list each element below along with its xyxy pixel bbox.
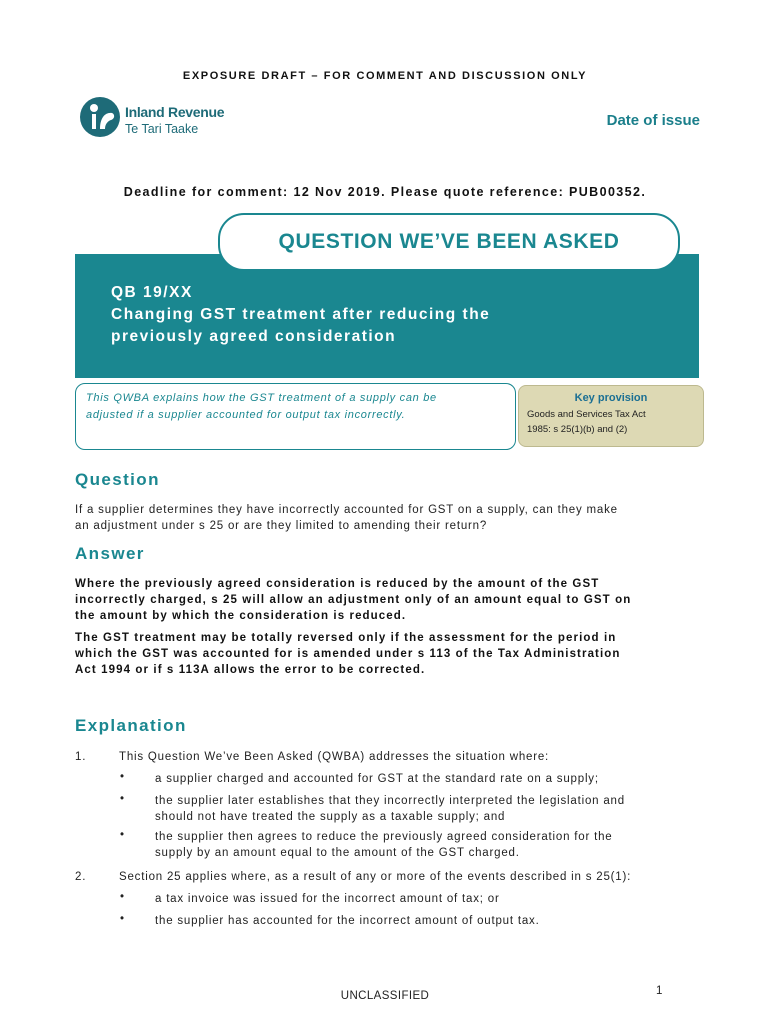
date-of-issue: Date of issue bbox=[606, 112, 700, 129]
key-provision-line2: 1985: s 25(1)(b) and (2) bbox=[527, 424, 628, 435]
page-number: 1 bbox=[656, 985, 663, 997]
answer-paragraph-1 bbox=[75, 576, 695, 624]
item-2-bullet-2: the supplier has accounted for the incorrect amount of output tax. bbox=[155, 915, 540, 927]
inland-revenue-logo bbox=[79, 96, 239, 142]
bullet-1-1: • bbox=[120, 771, 125, 783]
qb-subtitle-line1: Changing GST treatment after reducing the bbox=[111, 306, 491, 323]
item-1-bullet-3-line1: the supplier then agrees to reduce the previously agreed consideration for the bbox=[155, 831, 613, 843]
answer-p2-line1: The GST treatment may be totally reversed only if the assessment for the period in bbox=[75, 632, 617, 644]
question-line2: an adjustment under s 25 or are they limited to amending their return? bbox=[75, 520, 488, 532]
item-2-number: 2. bbox=[75, 871, 87, 883]
bullet-1-2: • bbox=[120, 793, 125, 805]
logo-title: Inland Revenue bbox=[125, 104, 225, 120]
classification-footer: UNCLASSIFIED bbox=[340, 990, 430, 1002]
item-2-bullet-1: a tax invoice was issued for the incorrect amount of tax; or bbox=[155, 893, 500, 905]
bullet-2-1: • bbox=[120, 891, 125, 903]
item-1-bullet-1: a supplier charged and accounted for GST at the standard rate on a supply; bbox=[155, 773, 599, 785]
question-heading: Question bbox=[75, 470, 160, 489]
logo-subtitle: Te Tari Taake bbox=[125, 122, 199, 136]
answer-p2-line2: which the GST was accounted for is amended under s 113 of the Tax Administration bbox=[75, 648, 621, 660]
answer-paragraph-2 bbox=[75, 630, 695, 678]
explanation-heading: Explanation bbox=[75, 716, 187, 735]
item-1-text: This Question We’ve Been Asked (QWBA) addresses the situation where: bbox=[119, 751, 550, 763]
key-provision-box bbox=[518, 385, 704, 447]
banner-qb-block bbox=[111, 282, 490, 348]
item-1-bullet-3-line2: supply by an amount equal to the amount of the GST charged. bbox=[155, 847, 520, 859]
answer-heading: Answer bbox=[75, 544, 145, 563]
item-1-bullet-2 bbox=[155, 793, 625, 825]
item-1-number: 1. bbox=[75, 751, 87, 763]
key-provision-line1: Goods and Services Tax Act bbox=[527, 409, 646, 420]
banner-title: QUESTION WE’VE BEEN ASKED bbox=[278, 230, 620, 253]
summary-line2: adjusted if a supplier accounted for output tax incorrectly. bbox=[86, 409, 406, 421]
qb-number: QB 19/XX bbox=[111, 284, 193, 301]
answer-p1-line1: Where the previously agreed consideration is reduced by the amount of the GST bbox=[75, 578, 600, 590]
question-line1: If a supplier determines they have incorrectly accounted for GST on a supply, can they make bbox=[75, 504, 618, 516]
item-1-bullet-3 bbox=[155, 829, 612, 861]
answer-p1-line2: incorrectly charged, s 25 will allow an adjustment only of an amount equal to GST on bbox=[75, 594, 632, 606]
koru-logo-icon bbox=[79, 96, 121, 138]
bullet-2-2: • bbox=[120, 913, 125, 925]
question-text bbox=[75, 502, 695, 534]
bullet-1-3: • bbox=[120, 829, 125, 841]
summary-line1: This QWBA explains how the GST treatment of a supply can be bbox=[86, 392, 437, 404]
exposure-draft-notice: EXPOSURE DRAFT – FOR COMMENT AND DISCUSSION ONLY bbox=[182, 70, 588, 82]
answer-p2-line3: Act 1994 or if s 113A allows the error to be corrected. bbox=[75, 664, 426, 676]
summary-box bbox=[75, 383, 516, 450]
item-1-bullet-2-line1: the supplier later establishes that they incorrectly interpreted the legislation and bbox=[155, 795, 625, 807]
item-1-bullet-2-line2: should not have treated the supply as a taxable supply; and bbox=[155, 811, 506, 823]
answer-p1-line3: the amount by which the consideration is reduced. bbox=[75, 610, 407, 622]
item-2-text: Section 25 applies where, as a result of any or more of the events described in s 25(1): bbox=[119, 871, 632, 883]
deadline-notice: Deadline for comment: 12 Nov 2019. Please quote reference: PUB00352. bbox=[123, 185, 647, 199]
key-provision-title: Key provision bbox=[574, 392, 648, 404]
banner-title-pill bbox=[218, 213, 680, 271]
qb-subtitle-line2: previously agreed consideration bbox=[111, 328, 397, 345]
